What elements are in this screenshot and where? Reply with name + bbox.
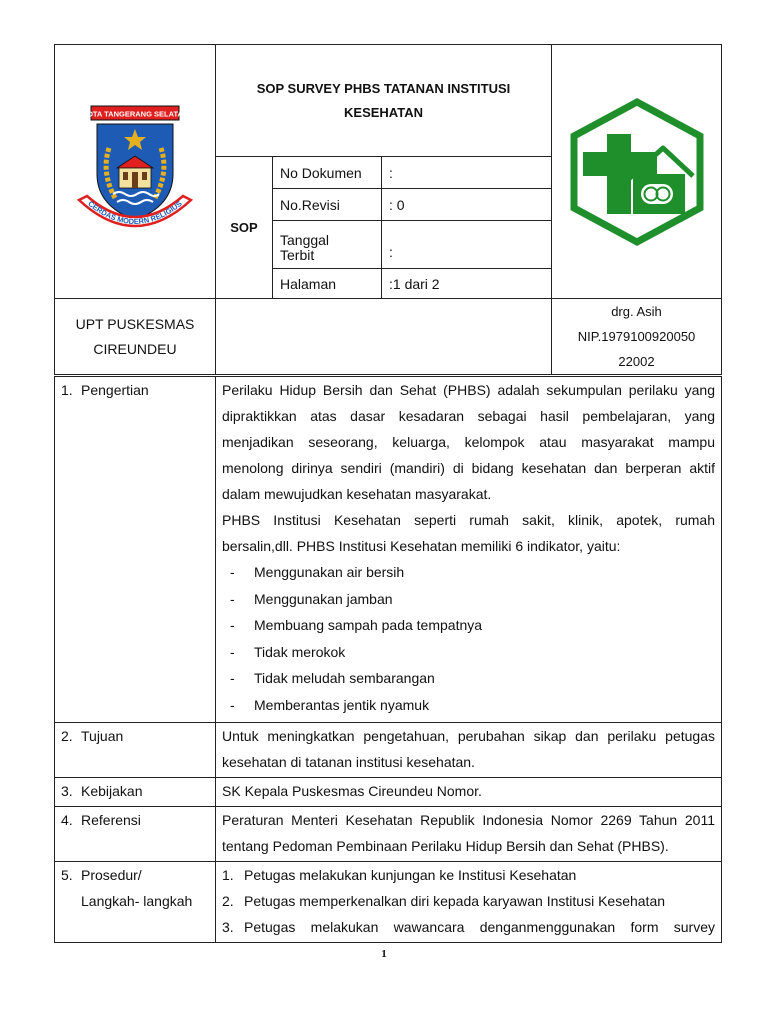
doc-value-halaman: :1 dari 2 [382, 269, 552, 299]
section-label-cell [55, 778, 216, 807]
signer-nip-line1: NIP.1979100920050 [577, 329, 696, 344]
document-title: SOP SURVEY PHBS TATANAN INSTITUSI KESEHATAN [216, 45, 552, 157]
pengertian-paragraph-1: Perilaku Hidup Bersih dan Sehat (PHBS) adalah sekumpulan perilaku yang dipraktikkan atas dasar kesadaran sebagai hasil pembelajaran, yang menjadikan seseorang, keluarga, kelompok atau masyarakat mampu menolong dirinya sendiri (mandiri) di bidang kesehatan dan berperan aktif dalam mewujudkan kesehatan masyarakat. [222, 382, 715, 502]
section-number: 2. [61, 728, 73, 744]
section-label: Prosedur/ [81, 867, 142, 883]
signer-nip-line2: 22002 [618, 354, 655, 369]
section-prosedur [55, 862, 722, 943]
section-number: 3. [61, 783, 73, 799]
procedure-steps [222, 862, 715, 940]
list-item: - Tidak merokok [230, 643, 346, 660]
doc-value-tanggal-terbit: : [382, 221, 552, 269]
doc-label-no-dokumen: No Dokumen [273, 157, 382, 189]
section-label-cell [55, 807, 216, 862]
signer-name: drg. Asih [611, 304, 662, 319]
indicator-list [222, 559, 715, 718]
doc-label-no-revisi: No.Revisi [273, 189, 382, 221]
section-content: SK Kepala Puskesmas Cireundeu Nomor. [216, 778, 722, 807]
list-item: - Menggunakan air bersih [230, 564, 405, 580]
section-content [216, 377, 722, 723]
doc-label-halaman: Halaman [273, 269, 382, 299]
section-content: Untuk meningkatkan pengetahuan, perubahan sikap dan perilaku petugas kesehatan di tatanan institusi kesehatan. [216, 723, 722, 778]
puskesmas-logo-icon [561, 96, 713, 248]
city-emblem-cell [55, 45, 216, 299]
city-emblem-icon [71, 102, 199, 242]
page-number: 1 [381, 948, 387, 960]
section-referensi [55, 807, 722, 862]
section-label-cell [55, 723, 216, 778]
puskesmas-name [55, 299, 216, 375]
signature-blank-cell [216, 299, 552, 375]
puskesmas-name-line1: UPT PUSKESMAS [75, 315, 195, 332]
sop-header-table [54, 44, 722, 375]
signer-block [552, 299, 722, 375]
doc-value-no-dokumen: : [382, 157, 552, 189]
section-number: 4. [61, 812, 73, 828]
section-label-cell [55, 377, 216, 723]
section-tujuan [55, 723, 722, 778]
section-number: 5. [61, 867, 73, 883]
puskesmas-name-line2: CIREUNDEU [93, 340, 177, 357]
list-item: - Memberantas jentik nyamuk [230, 696, 430, 713]
list-item: - Membuang sampah pada tempatnya [230, 617, 483, 633]
list-item: 3. Petugas melakukan wawancara denganmenggunakan form survey [222, 919, 715, 935]
sop-label: SOP [216, 157, 273, 299]
svg-text:KOTA TANGERANG SELATAN: KOTA TANGERANG SELATAN [81, 109, 189, 118]
pengertian-paragraph-2: PHBS Institusi Kesehatan seperti rumah sakit, klinik, apotek, rumah bersalin,dll. PHBS Institusi Kesehatan memiliki 6 indikator, yaitu: [222, 512, 715, 554]
doc-value-no-revisi: : 0 [382, 189, 552, 221]
section-content: Peraturan Menteri Kesehatan Republik Indonesia Nomor 2269 Tahun 2011 tentang Pedoman Pembinaan Perilaku Hidup Bersih dan Sehat (PHBS). [216, 807, 722, 862]
section-label-cell [55, 862, 216, 943]
puskesmas-logo-cell [552, 45, 722, 299]
section-label: Pengertian [81, 382, 149, 398]
section-content [216, 862, 722, 943]
section-label: Tujuan [81, 728, 124, 744]
list-item: - Menggunakan jamban [230, 590, 393, 607]
doc-label-tanggal-terbit [273, 221, 382, 269]
section-label: Referensi [81, 812, 141, 828]
svg-text:CERDAS MODERN RELIGIUS: CERDAS MODERN RELIGIUS [86, 198, 184, 226]
list-item: 1. Petugas melakukan kunjungan ke Institusi Kesehatan [222, 867, 577, 883]
section-number: 1. [61, 382, 73, 398]
doc-label-tanggal-terbit-text: Tanggal Terbit [280, 231, 330, 263]
section-kebijakan [55, 778, 722, 807]
list-item: 2. Petugas memperkenalkan diri kepada karyawan Institusi Kesehatan [222, 893, 666, 909]
sop-content-table [54, 376, 722, 943]
section-label: Kebijakan [81, 783, 143, 799]
section-pengertian [55, 377, 722, 723]
list-item: - Tidak meludah sembarangan [230, 670, 435, 686]
section-label-continued: Langkah- langkah [81, 893, 193, 909]
